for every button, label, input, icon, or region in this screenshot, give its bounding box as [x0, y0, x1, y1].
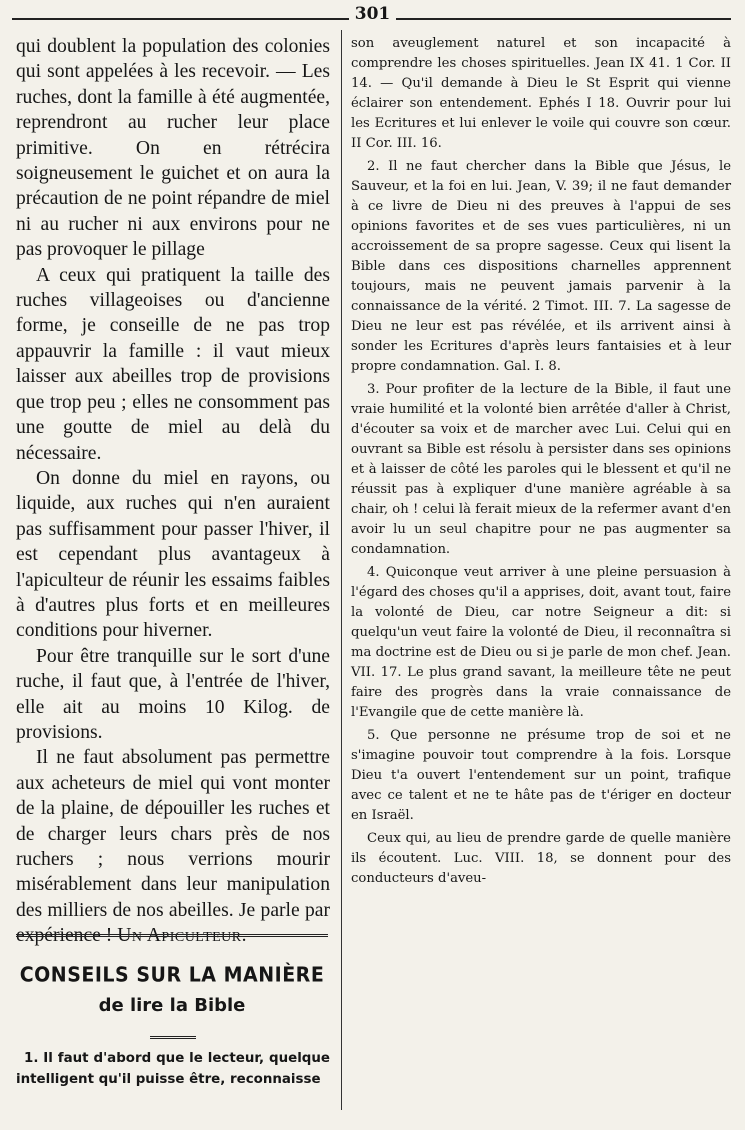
right-paragraph: 3. Pour profiter de la lecture de la Bible, il faut une vraie humilité et la volonté bien arrêtée d'aller à Christ, d'écouter sa voix et de marcher avec Lui. Celui qui en ouvrant sa Bible est résolu à persister dans ses opinions et à laisser de côté les paroles qui le blessent et qu'il ne réussit pas à expliquer d'une manière agréable à sa chair, oh ! celui là ferait mieux de la refermer avant d'en avoir lu un seul chapitre pour ne pas augmenter sa condamnation. [351, 382, 731, 557]
section-body [16, 1048, 330, 1090]
left-column [16, 34, 330, 949]
right-paragraph: 5. Que personne ne présume trop de soi et ne s'imagine pouvoir tout comprendre à la fois. Lorsque Dieu t'a ouvert l'entendement sur un point, trafique avec ce talent et ne te hâte pas de t'ériger en docteur en Israël. [351, 728, 731, 823]
left-paragraph [16, 745, 330, 948]
page-number: 301 [0, 4, 745, 24]
left-paragraph: qui doublent la population des colonies qui sont appelées à les recevoir. — Les ruches, dont la famille à été augmentée, reprendront au rucher leur place primitive. On en rétrécira soigneusement le guichet et on aura la précaution de ne point répandre de miel ni au rucher ni aux environs pour ne pas provoquer le pillage [16, 36, 330, 261]
section-first-paragraph: 1. Il faut d'abord que le lecteur, quelque intelligent qu'il puisse être, reconnaisse [16, 1051, 330, 1087]
left-paragraph: Pour être tranquille sur le sort d'une ruche, il faut que, à l'entrée de l'hiver, elle ait au moins 10 Kilog. de provisions. [16, 645, 330, 743]
section-title: CONSEILS SUR LA MANIÈRE [19, 963, 325, 987]
right-paragraph: 2. Il ne faut chercher dans la Bible que Jésus, le Sauveur, et la foi en lui. Jean, V. 39; il ne faut demander à ce livre de Dieu ni des preuves à l'appui de ses opinions favorites et de ses vues particulières, ni un accroissement de sa propre sagesse. Ceux qui lisent la Bible dans ces dispositions charnelles apprennent toujours, mais ne peuvent jamais parvenir à la connaissance de la vérité. 2 Timot. III. 7. La sagesse de Dieu ne leur est pas révélée, et ils arrivent ainsi à sonder les Ecritures d'après leurs fantaisies et à leur propre condamnation. Gal. I. 8. [351, 159, 731, 374]
left-paragraph: A ceux qui pratiquent la taille des ruches villageoises ou d'ancienne forme, je conseille de ne pas trop appauvrir la famille : il vaut mieux laisser aux abeilles trop de provisions que trop peu ; elles ne consomment pas une goutte de miel au delà du nécessaire. [16, 264, 330, 464]
ornament-rule [150, 1036, 196, 1042]
left-paragraph: On donne du miel en rayons, ou liquide, aux ruches qui n'en auraient pas suffisamment pour passer l'hiver, il est cependant plus avantageux à l'apiculteur de réunir les essaims faibles à d'autres plus forts et en meilleures conditions pour hiverner. [16, 467, 330, 642]
right-paragraph: Ceux qui, au lieu de prendre garde de quelle manière ils écoutent. Luc. VIII. 18, se donnent pour des conducteurs d'aveu- [351, 831, 731, 886]
signature: Un Apiculteur. [117, 925, 248, 947]
section-subtitle: de lire la Bible [98, 995, 246, 1016]
right-paragraph: 4. Quiconque veut arriver à une pleine persuasion à l'égard des choses qu'il a apprises, doit, avant tout, faire la volonté de Dieu, car notre Seigneur a dit: si quelqu'un veut faire la volonté de Dieu, il reconnaîtra si ma doctrine est de Dieu ou si je parle de mon chef. Jean. VII. 17. Le plus grand savant, la meilleure tête ne peut faire des progrès dans la vraie connaissance de l'Evangile que de cette manière là. [351, 565, 731, 720]
column-divider [341, 30, 342, 1110]
right-paragraph: son aveuglement naturel et son incapacité à comprendre les choses spirituelles. Jean IX 41. 1 Cor. II 14. — Qu'il demande à Dieu le St Esprit qui vienne éclairer son entendement. Ephés I 18. Ouvrir pour lui les Ecritures et lui enlever le voile qui couvre son cœur. II Cor. III. 16. [351, 36, 731, 151]
left-paragraph-text: Il ne faut absolument pas permettre aux acheteurs de miel qui vont monter de la plaine, de dépouiller les ruches et de charger leurs chars près de nos ruchers ; nous verrions mourir misérablement dans leur manipulation des milliers de nos abeilles. Je parle par expérience ! [16, 747, 330, 947]
section-rule [16, 934, 328, 940]
right-column [351, 34, 731, 892]
